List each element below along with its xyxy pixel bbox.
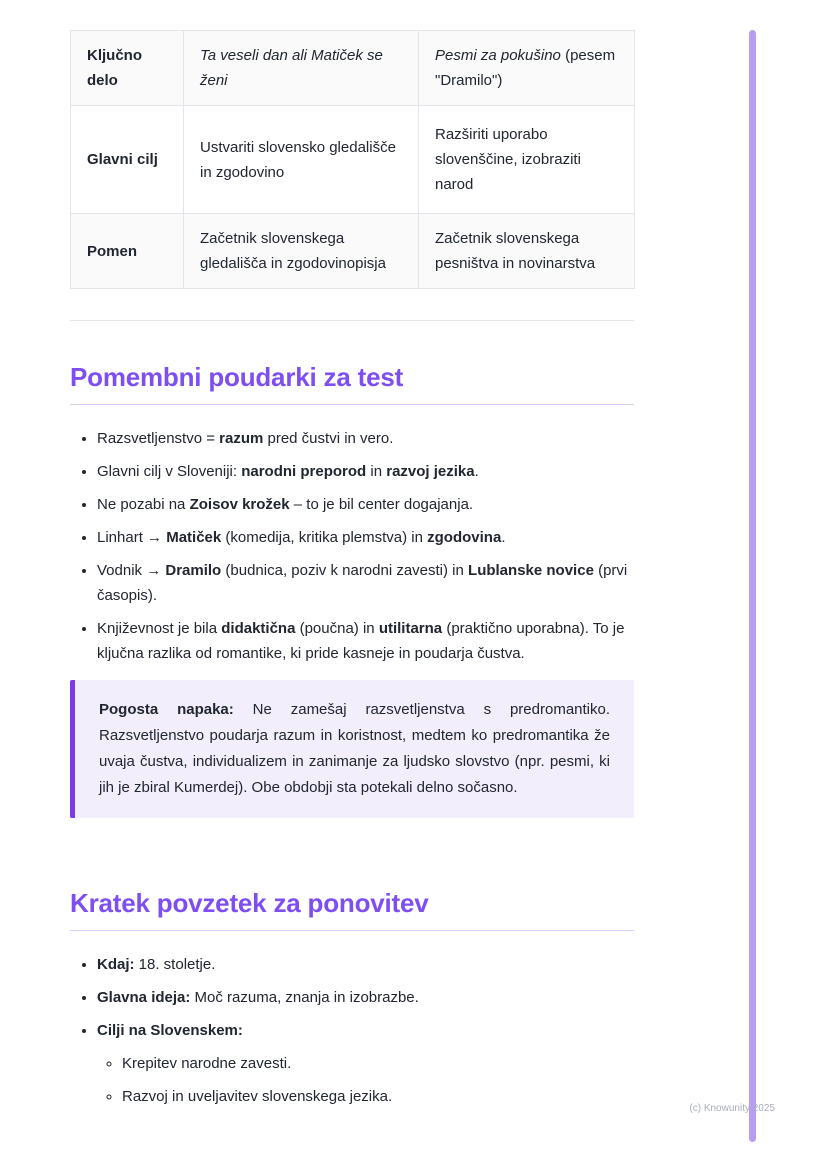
list-item [97, 985, 634, 1010]
text-segment: (komedija, kritika plemstva) in [221, 529, 428, 546]
scrollbar-thumb[interactable] [749, 30, 756, 1142]
section-title-povzetek: Kratek povzetek za ponovitev [70, 888, 634, 931]
text-segment: Ustvariti slovensko gledališče in zgodovino [200, 138, 396, 181]
text-segment: (praktično uporabna). To je ključna razlika od romantike, ki pride kasneje in poudarja čustva. [97, 620, 625, 662]
list-item [122, 1084, 634, 1109]
text-segment: Razsvetljenstvo = [97, 430, 220, 447]
text-segment: Začetnik slovenskega gledališča in zgodovinopisja [200, 230, 386, 272]
table-cell [184, 214, 419, 289]
text-segment: . [501, 529, 506, 546]
text-segment: (budnica, poziv k narodni zavesti) in [221, 562, 469, 579]
text-segment: Ta veseli dan ali Matiček se ženi [200, 47, 383, 89]
table-row [71, 106, 635, 214]
table-cell [184, 31, 419, 106]
bullet-list-poudarki [70, 426, 634, 666]
text-segment: Razširiti uporabo slovenščine, izobraziti narod [435, 126, 581, 193]
table-cell [419, 31, 635, 106]
callout-text [99, 697, 610, 801]
footer-credit: (c) Knowunity 2025 [689, 1103, 775, 1114]
text-segment: Lublanske novice [468, 562, 594, 579]
list-item [97, 525, 634, 550]
text-segment: – to je bil center dogajanja. [289, 496, 474, 513]
text-segment: Vodnik → [97, 562, 166, 579]
text-segment: . [474, 463, 479, 480]
text-segment: Dramilo [165, 562, 222, 579]
text-segment: pred čustvi in vero. [263, 430, 394, 447]
text-segment: utilitarna [378, 620, 443, 637]
section-divider [70, 320, 634, 321]
text-segment: (pesem "Dramilo") [435, 47, 616, 89]
table-row [71, 31, 635, 106]
list-item [122, 1051, 634, 1076]
text-segment: Matiček [166, 529, 222, 546]
row-header-cell: Pomen [71, 214, 184, 289]
text-segment: Razvoj in uveljavitev slovenskega jezika. [122, 1088, 393, 1105]
row-header-cell: Glavni cilj [71, 106, 184, 214]
text-segment: narodni preporod [241, 463, 367, 480]
text-segment: Krepitev narodne zavesti. [122, 1055, 292, 1072]
text-segment: Pesmi za pokušino [435, 47, 561, 64]
row-header-cell: Ključno delo [71, 31, 184, 106]
text-segment: razum [219, 430, 264, 447]
table-body [71, 31, 635, 289]
callout-warning [70, 680, 634, 818]
text-segment: Linhart → [97, 529, 167, 546]
text-segment: Kdaj: [97, 956, 135, 973]
text-segment: Ne pozabi na [97, 496, 190, 513]
text-segment: in [366, 463, 387, 480]
list-item [97, 1018, 634, 1109]
text-segment: zgodovina [427, 529, 502, 546]
list-item [97, 492, 634, 517]
text-segment: Glavni cilj v Sloveniji: [97, 463, 242, 480]
text-segment: Književnost je bila [97, 620, 222, 637]
text-segment: Ne zamešaj razsvetljenstva s predromantiko. Razsvetljenstvo poudarja razum in koristnost, medtem ko predromantika že uvaja čustva, individualizem in zanimanje za ljudsko slovstvo (npr. pesmi, ki jih je zbiral Kumerdej). Obe obdobji sta potekali delno sočasno. [99, 701, 611, 796]
text-segment: Cilji na Slovenskem: [97, 1022, 243, 1039]
text-segment: Zoisov krožek [189, 496, 290, 513]
list-item [97, 459, 634, 484]
table-cell [184, 106, 419, 214]
text-segment: didaktična [221, 620, 296, 637]
comparison-table [70, 30, 635, 289]
table-cell [419, 106, 635, 214]
text-segment: (poučna) in [295, 620, 379, 637]
text-segment: Glavna ideja: [97, 989, 191, 1006]
table-row [71, 214, 635, 289]
list-item [97, 952, 634, 977]
bullet-list-povzetek [70, 952, 634, 1109]
text-segment: 18. stoletje. [134, 956, 216, 973]
text-segment: Moč razuma, znanja in izobrazbe. [190, 989, 419, 1006]
section-title-poudarki: Pomembni poudarki za test [70, 362, 634, 405]
text-segment: razvoj jezika [386, 463, 475, 480]
list-item [97, 616, 634, 666]
list-item [97, 426, 634, 451]
text-segment: (prvi časopis). [97, 562, 628, 604]
list-item [97, 558, 634, 608]
table-cell [419, 214, 635, 289]
sub-list [97, 1051, 634, 1109]
text-segment: Začetnik slovenskega pesništva in novinarstva [435, 230, 596, 272]
text-segment: Pogosta napaka: [99, 701, 234, 718]
document-content [70, 0, 634, 1117]
